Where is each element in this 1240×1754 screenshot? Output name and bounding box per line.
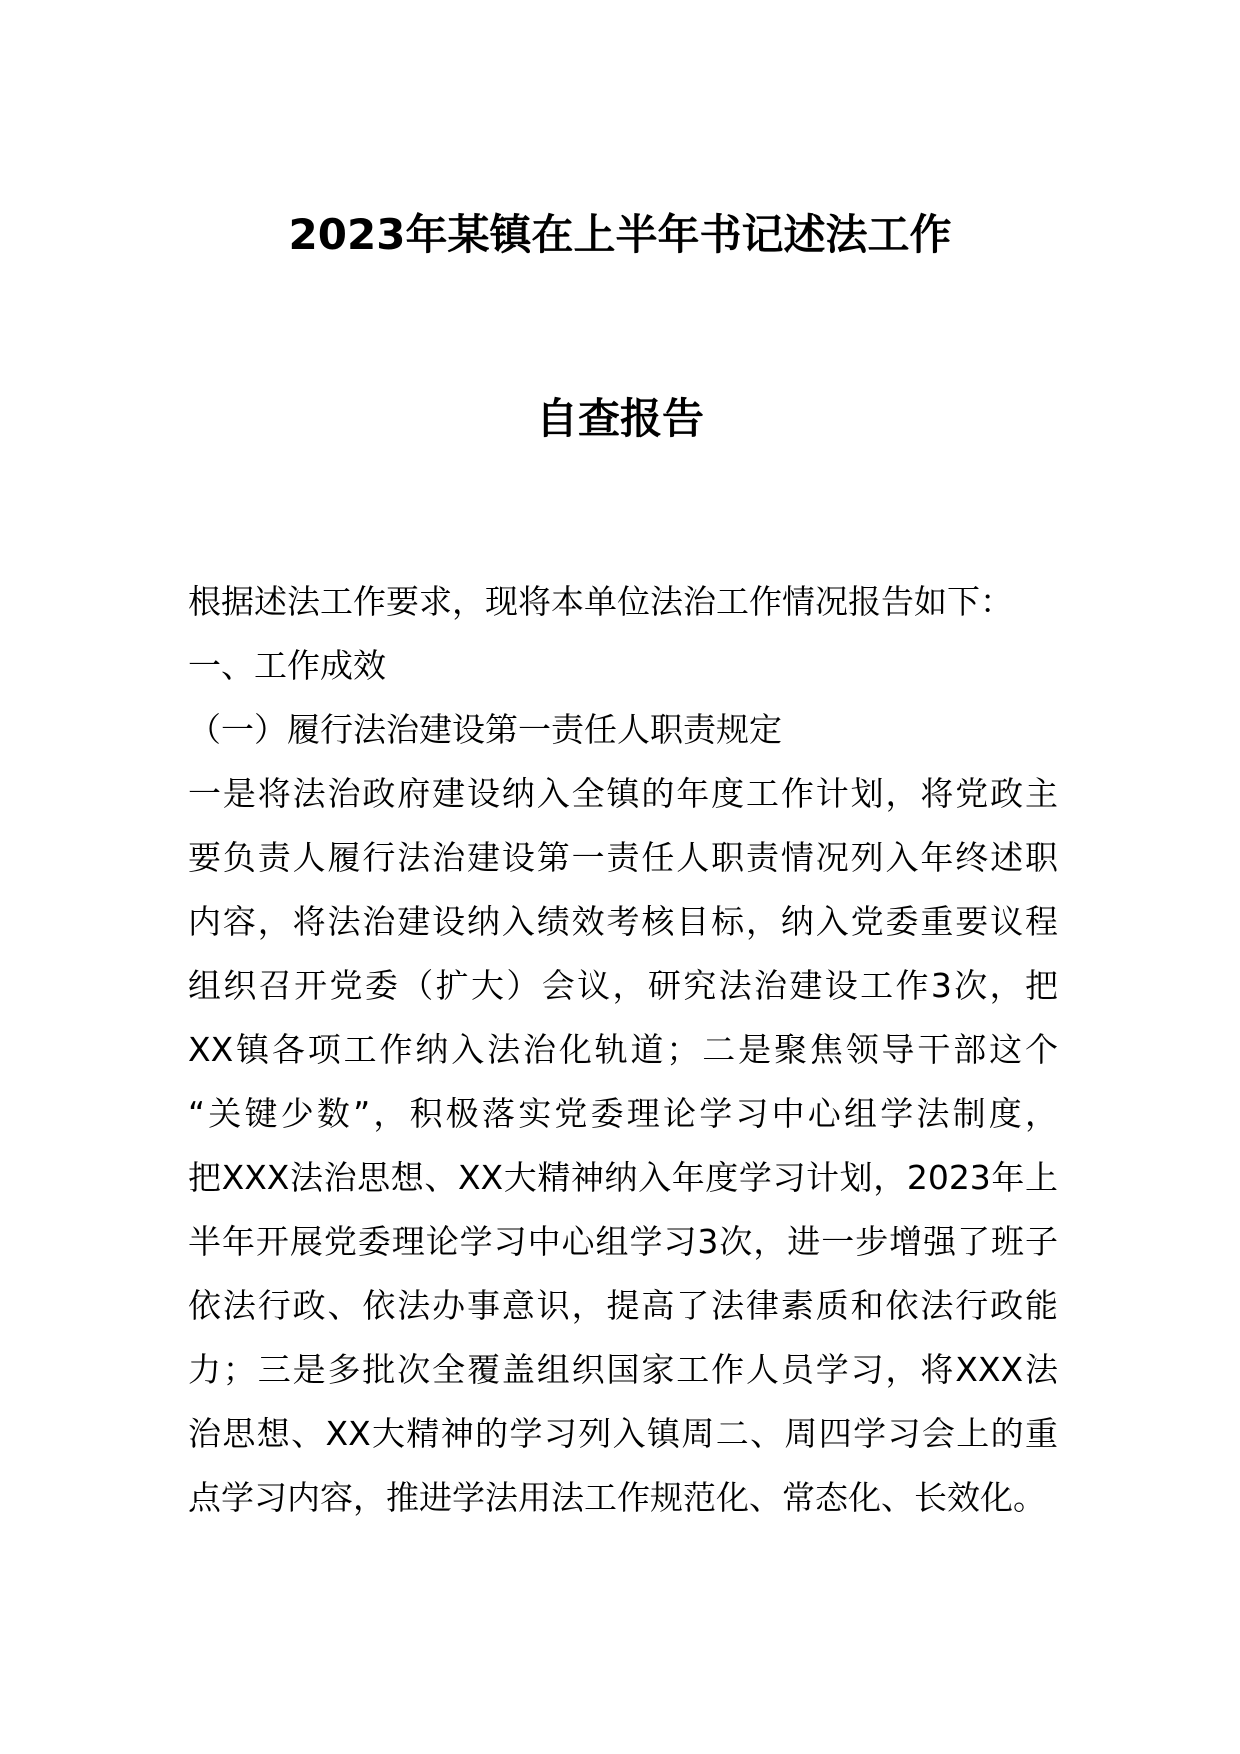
body-line: XX镇各项工作纳入法治化轨道；二是聚焦领导干部这个 [188,1030,1058,1069]
section-heading: 一、工作成效 [188,646,386,685]
body-line: 内容，将法治建设纳入绩效考核目标，纳入党委重要议程 [188,902,1058,941]
body-line: 治思想、XX大精神的学习列入镇周二、周四学习会上的重 [188,1414,1058,1453]
intro-paragraph: 根据述法工作要求，现将本单位法治工作情况报告如下： [188,582,1013,621]
subsection-heading: （一）履行法治建设第一责任人职责规定 [188,710,782,749]
body-line-last: 点学习内容，推进学法用法工作规范化、常态化、长效化。 [188,1478,1046,1517]
body-line: 半年开展党委理论学习中心组学习3次，进一步增强了班子 [188,1222,1058,1261]
body-line: 依法行政、依法办事意识，提高了法律素质和依法行政能 [188,1286,1058,1325]
body-line: 要负责人履行法治建设第一责任人职责情况列入年终述职 [188,838,1058,877]
document-title-line-1: 2023年某镇在上半年书记述法工作 [288,210,952,259]
body-line: 组织召开党委（扩大）会议，研究法治建设工作3次，把 [188,966,1058,1005]
body-line: 一是将法治政府建设纳入全镇的年度工作计划，将党政主 [188,774,1058,813]
body-line: 力；三是多批次全覆盖组织国家工作人员学习，将XXX法 [188,1350,1058,1389]
body-line: “关键少数”，积极落实党委理论学习中心组学法制度， [188,1094,1058,1133]
document-title-line-2: 自查报告 [535,394,704,443]
body-line: 把XXX法治思想、XX大精神纳入年度学习计划，2023年上 [188,1158,1058,1197]
